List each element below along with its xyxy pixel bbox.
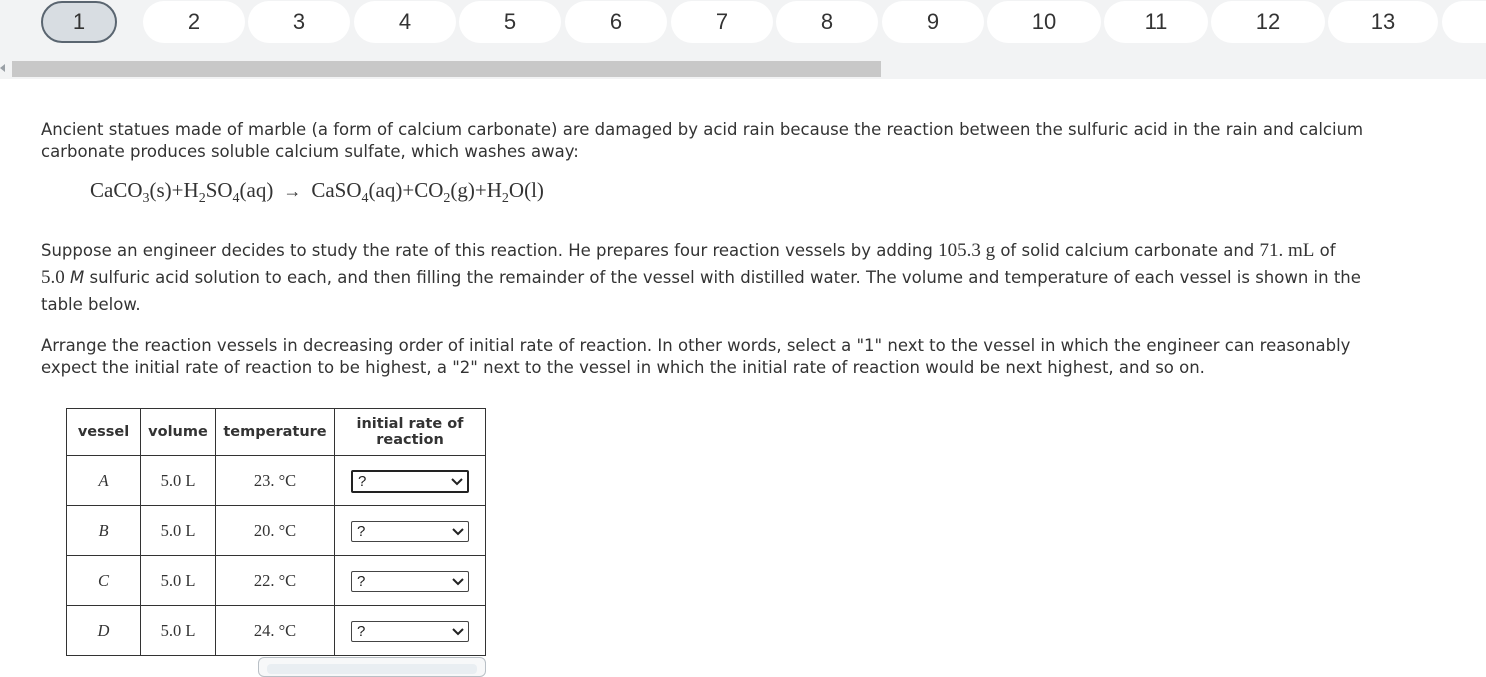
chemical-equation (90, 178, 544, 206)
product-h2o: $H_2O(l)$ (486, 178, 544, 206)
reaction-vessels-table (66, 408, 486, 656)
mass-value: 105.3 g (938, 240, 996, 261)
question-button-8[interactable]: 8 (776, 1, 878, 43)
header-vessel: vessel (67, 409, 141, 456)
question-button-partial[interactable] (1442, 1, 1486, 43)
question-button-10[interactable]: 10 (987, 1, 1101, 43)
question-button-3[interactable]: 3 (248, 1, 350, 43)
vessel-cell: C (67, 556, 141, 606)
concentration-value: 5.0 (41, 267, 65, 288)
rank-select-value: ? (357, 573, 366, 590)
rank-select-a[interactable] (351, 470, 469, 493)
temperature-cell: 23. °C (216, 456, 335, 506)
molarity-unit: M (70, 268, 85, 287)
reactant-caco3: CaCO$_3$(s) (90, 178, 172, 206)
reaction-arrow-icon: → (283, 181, 302, 201)
rank-cell (335, 456, 486, 506)
question-button-9[interactable]: 9 (882, 1, 984, 43)
rank-select-d[interactable] (351, 621, 469, 642)
rank-select-b[interactable] (351, 521, 469, 542)
triangle-left-icon[interactable] (0, 64, 5, 72)
rank-cell (335, 506, 486, 556)
rank-select-value: ? (357, 523, 366, 540)
chevron-down-icon (452, 628, 464, 636)
intro-paragraph (41, 119, 1461, 163)
question-navigation-bar (0, 0, 1486, 79)
table-row (67, 506, 486, 556)
reactant-h2so4: $H_2SO_4(aq)$ (183, 178, 274, 206)
temperature-cell: 24. °C (216, 606, 335, 656)
instructions-paragraph (41, 335, 1461, 379)
vessel-cell: D (67, 606, 141, 656)
product-caso4: CaSO$_4$(aq) (311, 178, 403, 206)
question-button-11[interactable]: 11 (1104, 1, 1208, 43)
chevron-down-icon (452, 578, 464, 586)
volume-cell: 5.0 L (141, 506, 216, 556)
answer-tools-panel-inner (267, 664, 477, 674)
question-button-6[interactable]: 6 (565, 1, 667, 43)
volume-value: 71. mL (1259, 240, 1315, 261)
rank-cell (335, 606, 486, 656)
plus-sign: + (474, 178, 487, 202)
intro-line-1: Ancient statues made of marble (a form of calcium carbonate) are damaged by acid rain because the reaction between the sulfuric acid in the rain and calcium (41, 120, 1364, 139)
setup-line-3: table below. (41, 295, 141, 314)
rank-select-value: ? (357, 623, 366, 640)
question-button-1[interactable]: 1 (41, 1, 117, 43)
setup-line-2: 5.0 M sulfuric acid solution to each, and then filling the remainder of the vessel with distilled water. The volume and temperature of each vessel is shown in the (41, 267, 1361, 288)
plus-sign: + (171, 178, 184, 202)
question-button-2[interactable]: 2 (143, 1, 245, 43)
header-initial-rate: initial rate of reaction (335, 409, 486, 456)
volume-cell: 5.0 L (141, 556, 216, 606)
rank-select-value: ? (358, 473, 367, 490)
question-button-12[interactable]: 12 (1211, 1, 1325, 43)
answer-tools-panel[interactable] (258, 657, 486, 677)
table-row (67, 606, 486, 656)
question-button-13[interactable]: 13 (1328, 1, 1438, 43)
rank-select-c[interactable] (351, 571, 469, 592)
volume-cell: 5.0 L (141, 606, 216, 656)
product-co2: $CO_2(g)$ (414, 178, 475, 206)
table-row (67, 456, 486, 506)
setup-line-1: Suppose an engineer decides to study the rate of this reaction. He prepares four reaction vessels by adding 105.3 g of solid calcium carbonate and 71. mL of (41, 240, 1336, 261)
header-volume: volume (141, 409, 216, 456)
temperature-cell: 20. °C (216, 506, 335, 556)
question-button-4[interactable]: 4 (354, 1, 456, 43)
table-row (67, 556, 486, 606)
instructions-line-2: expect the initial rate of reaction to be highest, a "2" next to the vessel in which the initial rate of reaction would be next highest, and so on. (41, 358, 1205, 377)
vessel-cell: B (67, 506, 141, 556)
table-header-row (67, 409, 486, 456)
horizontal-scrollbar-thumb[interactable] (12, 61, 881, 77)
temperature-cell: 22. °C (216, 556, 335, 606)
rank-cell (335, 556, 486, 606)
chevron-down-icon (451, 478, 463, 486)
vessel-cell: A (67, 456, 141, 506)
header-temperature: temperature (216, 409, 335, 456)
chevron-down-icon (452, 528, 464, 536)
intro-line-2: carbonate produces soluble calcium sulfate, which washes away: (41, 142, 579, 161)
instructions-line-1: Arrange the reaction vessels in decreasing order of initial rate of reaction. In other words, select a "1" next to the vessel in which the engineer can reasonably (41, 336, 1351, 355)
question-button-7[interactable]: 7 (671, 1, 773, 43)
question-button-5[interactable]: 5 (459, 1, 561, 43)
question-number-list (0, 0, 1486, 45)
volume-cell: 5.0 L (141, 456, 216, 506)
plus-sign: + (402, 178, 415, 202)
setup-paragraph (41, 237, 1461, 318)
